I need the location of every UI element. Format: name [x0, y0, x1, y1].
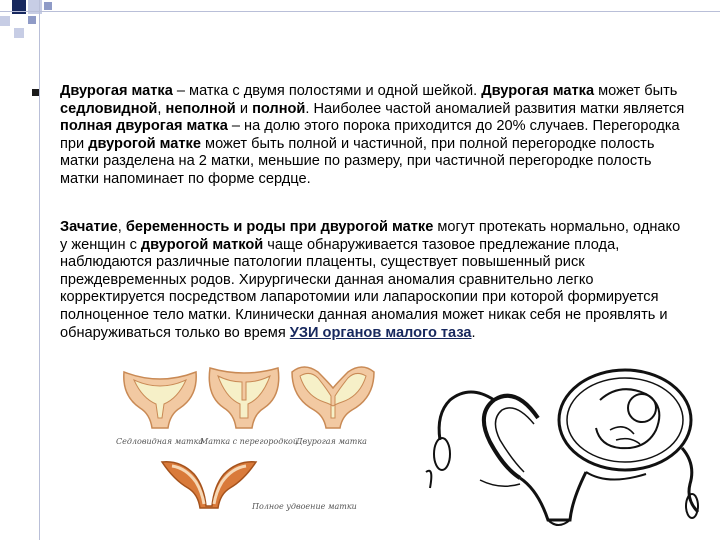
- p1-run-2: Двурогая матка: [481, 83, 595, 99]
- bullet-square-icon: [32, 89, 39, 96]
- p2-run-2: беременность и роды при двурогой: [125, 219, 388, 235]
- horizontal-rule: [0, 11, 720, 12]
- p1-run-1: – матка с двумя полостями и одной шейкой.: [172, 83, 482, 99]
- deco-square: [0, 16, 10, 26]
- p1-run-13: может быть полной и частичной, при полной перегородке полость матки разделена на 2 матки, меньшие по размеру, при частичной перегородке полость матки напоминает по форме сердце.: [60, 135, 655, 187]
- p1-run-10: полная двурогая матка: [60, 118, 228, 135]
- paragraph-definition: [60, 83, 688, 189]
- p1-run-11: – на долю этого порока приходится до 20% случаев. Перегородка при: [60, 118, 680, 152]
- deco-square: [44, 2, 52, 10]
- p2-run-1: ,: [117, 219, 126, 235]
- p1-run-7: и: [235, 100, 253, 117]
- pregnant-uterus-drawing: [420, 360, 712, 536]
- p1-run-8: полной: [252, 100, 306, 117]
- deco-square: [28, 16, 36, 24]
- saddle-uterus-illustration: [118, 366, 202, 432]
- p1-run-3: может быть: [594, 83, 678, 99]
- double-uterus-illustration: [160, 458, 258, 510]
- p1-run-6: неполной: [165, 100, 236, 117]
- p2-run-4: матке: [392, 219, 434, 235]
- paragraph-pregnancy: [60, 219, 688, 342]
- p2-run-6: двурогой маткой: [140, 236, 264, 253]
- caption-bicornuate: Двурогая матка: [296, 437, 367, 446]
- p1-run-12: двурогой матке: [88, 135, 201, 152]
- caption-saddle: Седловидная матка: [116, 437, 204, 446]
- bicornuate-uterus-illustration: [288, 362, 378, 432]
- caption-full-double: Полное удвоение матки: [252, 502, 357, 511]
- caption-septate: Матка с перегородкой: [200, 437, 299, 446]
- paragraph-end: .: [471, 324, 476, 341]
- p1-run-5: ,: [157, 100, 166, 117]
- ultrasound-link[interactable]: УЗИ органов малого таза: [289, 324, 472, 341]
- p2-run-5: могут протекать нормально, однако у женщин с: [60, 219, 681, 253]
- p2-run-7: чаще обнаруживается тазовое предлежание плода, наблюдаются различные патологии плаценты, существует повышенный риск преждевременных родов. Хирургически данная аномалия сравнительно легко корректируется посредством лапаротомии или лапароскопии при которой формируется полноценное тело матки. Клинически данная аномалия может никак себя не проявлять и обнаруживаться только во время: [60, 236, 668, 341]
- paragraph-pregnancy-body: [60, 219, 680, 341]
- vertical-rule: [39, 0, 40, 540]
- p2-run-0: Зачатие: [60, 219, 118, 235]
- deco-square: [14, 28, 24, 38]
- p1-run-4: седловидной: [60, 100, 158, 117]
- p1-run-0: Двурогая матка: [60, 83, 173, 99]
- septate-uterus-illustration: [202, 364, 286, 432]
- p1-run-9: . Наиболее частой аномалией развития матки является: [305, 100, 685, 117]
